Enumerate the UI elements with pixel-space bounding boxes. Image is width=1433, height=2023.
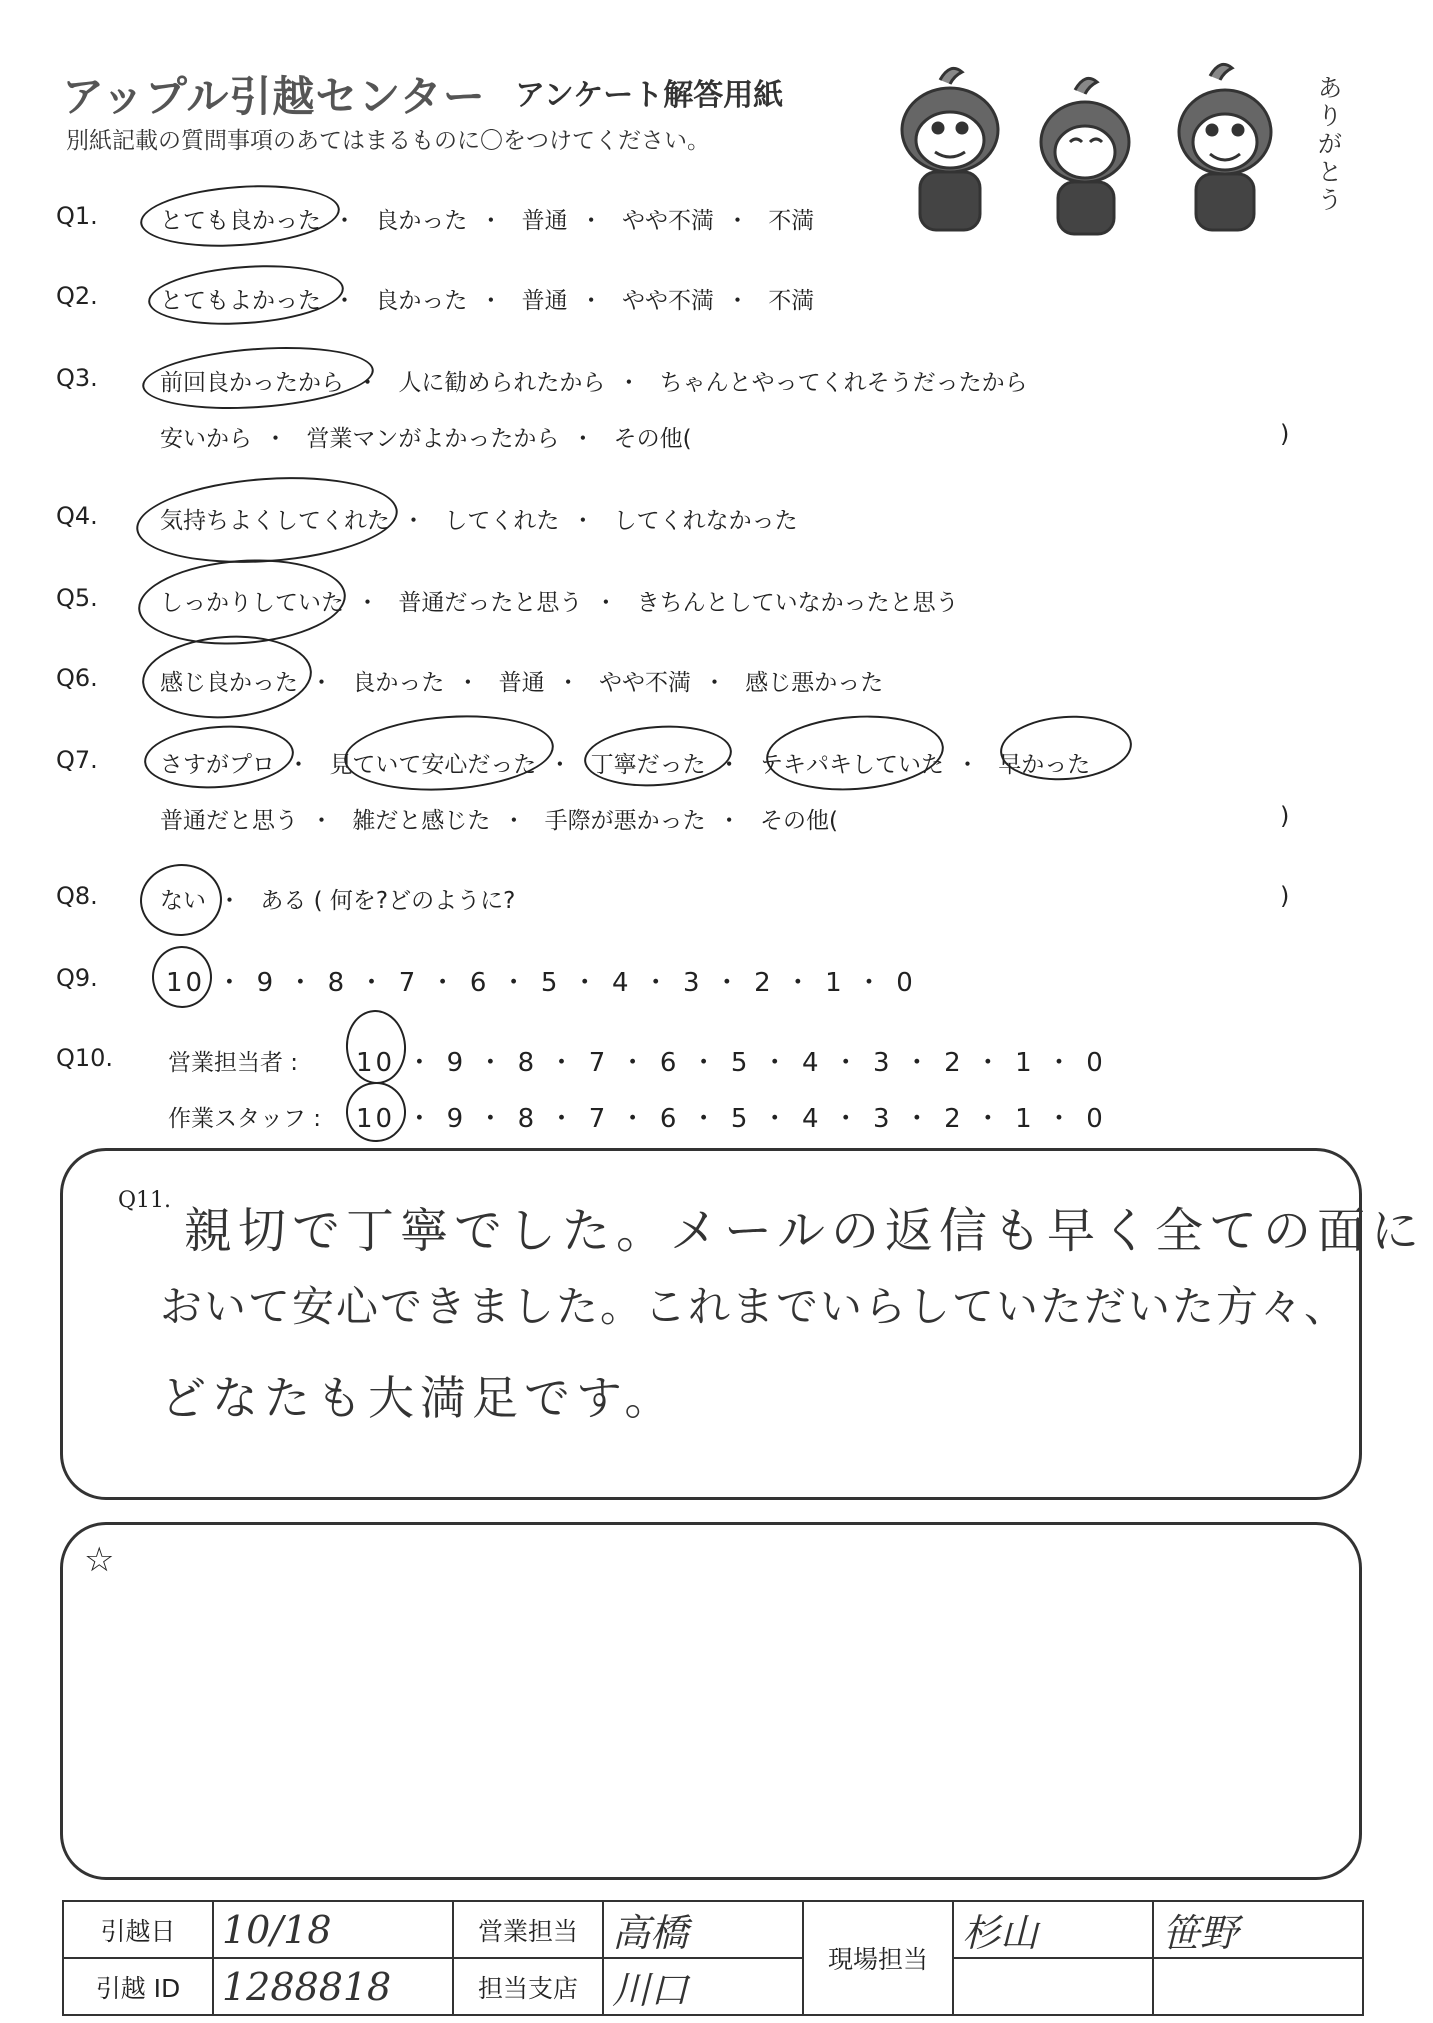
instruction-text: 別紙記載の質問事項のあてはまるものに〇をつけてください。	[66, 128, 710, 154]
q2-option[interactable]: とてもよかった	[160, 288, 321, 314]
q4-option[interactable]: 気持ちよくしてくれた	[160, 508, 390, 534]
q4-option[interactable]: してくれた	[444, 508, 560, 534]
move-date-label: 引越日	[63, 1901, 213, 1958]
monkey-mascot-right	[1179, 64, 1271, 230]
q7-options: さすがプロ ・ 見ていて安心だった ・ 丁寧だった ・ テキパキしていた ・ 早かった	[160, 746, 1090, 779]
q3-option[interactable]: ちゃんとやってくれそうだったから	[659, 370, 1028, 396]
q1-label: Q1.	[56, 202, 98, 230]
q10-staff-label: 作業スタッフ :	[168, 1106, 322, 1132]
q7-option[interactable]: その他(	[759, 808, 838, 834]
q11-comment-line: 親切で丁寧でした。メールの返信も早く全ての面に	[184, 1203, 1426, 1259]
q2-options: とてもよかった ・ 良かった ・ 普通 ・ やや不満 ・ 不満	[160, 282, 814, 315]
q7-option[interactable]: 早かった	[998, 752, 1091, 778]
q2-label: Q2.	[56, 282, 98, 310]
monkey-mascot-left	[902, 68, 998, 230]
q3-option[interactable]: 人に勧められたから	[398, 370, 606, 396]
q3-option[interactable]: その他(	[613, 426, 692, 452]
q5-options: しっかりしていた ・ 普通だったと思う ・ きちんとしていなかったと思う	[160, 584, 959, 617]
free-comment-box	[60, 1522, 1362, 1880]
q10-staff-scale[interactable]: 10 ・ 9 ・ 8 ・ 7 ・ 6 ・ 5 ・ 4 ・ 3 ・ 2 ・ 1 ・ 0	[356, 1104, 1106, 1134]
site-staff-label: 現場担当	[803, 1901, 953, 2015]
q6-option[interactable]: 感じ悪かった	[745, 670, 884, 696]
q7-option[interactable]: 雑だと感じた	[352, 808, 491, 834]
q7-option[interactable]: 丁寧だった	[590, 752, 706, 778]
q7-option[interactable]: 普通だと思う	[160, 808, 298, 834]
q6-option[interactable]: 普通	[498, 670, 545, 696]
move-info-table	[62, 1900, 1364, 2016]
q7-option[interactable]: さすがプロ	[160, 752, 275, 778]
q7-option[interactable]: テキパキしていた	[759, 752, 944, 778]
move-id-value: 1288818	[222, 1964, 392, 2009]
q9-label: Q9.	[56, 964, 98, 992]
monkey-mascot-middle	[1041, 78, 1129, 234]
q5-option[interactable]: しっかりしていた	[160, 590, 344, 616]
q7-option[interactable]: 手際が悪かった	[544, 808, 706, 834]
q11-label: Q11.	[118, 1188, 172, 1213]
q1-option[interactable]: 普通	[521, 208, 568, 234]
q1-options: とても良かった ・ 良かった ・ 普通 ・ やや不満 ・ 不満	[160, 202, 814, 235]
q7-label: Q7.	[56, 746, 98, 774]
q3-options: 前回良かったから ・ 人に勧められたから ・ ちゃんとやってくれそうだったから	[160, 364, 1028, 397]
branch-label: 担当支店	[453, 1958, 603, 2015]
q6-option[interactable]: やや不満	[598, 670, 691, 696]
q10-label: Q10.	[56, 1044, 114, 1072]
site-staff-empty-cell	[953, 1958, 1153, 2015]
q3-other-close-paren: )	[1280, 420, 1290, 448]
q2-option[interactable]: やや不満	[621, 288, 714, 314]
q4-options: 気持ちよくしてくれた ・ してくれた ・ してくれなかった	[160, 502, 798, 535]
q11-comment-line: どなたも大満足です。	[160, 1371, 677, 1425]
branch-value: 川口	[612, 1968, 689, 2012]
q5-label: Q5.	[56, 584, 98, 612]
q1-option[interactable]: やや不満	[621, 208, 714, 234]
sales-label: 営業担当	[453, 1901, 603, 1958]
site-staff-1-value: 杉山	[962, 1911, 1039, 1955]
q3-option[interactable]: 安いから	[160, 426, 252, 452]
q8-label: Q8.	[56, 882, 98, 910]
q3-option[interactable]: 前回良かったから	[160, 370, 344, 396]
q1-option[interactable]: 良かった	[375, 208, 468, 234]
q9-scale[interactable]: 10 ・ 9 ・ 8 ・ 7 ・ 6 ・ 5 ・ 4 ・ 3 ・ 2 ・ 1 ・ 0	[166, 968, 916, 998]
q1-option[interactable]: 不満	[768, 208, 815, 234]
q8-option[interactable]: ない	[160, 888, 206, 914]
company-title: アップル引越センター	[62, 72, 486, 121]
q3-label: Q3.	[56, 364, 98, 392]
q6-option[interactable]: 良かった	[352, 670, 445, 696]
q6-option[interactable]: 感じ良かった	[160, 670, 298, 696]
site-staff-2-value: 笹野	[1162, 1911, 1239, 1955]
q7-options-row2: 普通だと思う ・ 雑だと感じた ・ 手際が悪かった ・ その他(	[160, 802, 838, 835]
q7-option[interactable]: 見ていて安心だった	[329, 752, 537, 778]
q8-options: ない ・ ある ( 何を?どのように?	[160, 882, 515, 915]
q1-option[interactable]: とても良かった	[160, 208, 321, 234]
monkey-mascots-illustration	[880, 60, 1360, 250]
q6-label: Q6.	[56, 664, 98, 692]
star-icon: ☆	[84, 1540, 115, 1580]
q4-label: Q4.	[56, 502, 98, 530]
q11-comment-line: おいて安心できました。これまでいらしていただいた方々、	[160, 1282, 1349, 1331]
move-id-label: 引越 ID	[63, 1958, 213, 2015]
q4-option[interactable]: してくれなかった	[613, 508, 798, 534]
q3-option[interactable]: 営業マンがよかったから	[306, 426, 560, 452]
site-staff-empty-cell	[1153, 1958, 1363, 2015]
q6-options: 感じ良かった ・ 良かった ・ 普通 ・ やや不満 ・ 感じ悪かった	[160, 664, 883, 697]
move-date-value: 10/18	[222, 1907, 332, 1952]
form-subtitle: アンケート解答用紙	[515, 78, 784, 113]
sales-value: 高橋	[612, 1911, 689, 1955]
q10-sales-scale[interactable]: 10 ・ 9 ・ 8 ・ 7 ・ 6 ・ 5 ・ 4 ・ 3 ・ 2 ・ 1 ・ 0	[356, 1048, 1106, 1078]
q10-sales-label: 営業担当者 :	[168, 1050, 299, 1076]
q3-options-row2: 安いから ・ 営業マンがよかったから ・ その他(	[160, 420, 692, 453]
q2-option[interactable]: 普通	[521, 288, 568, 314]
q5-option[interactable]: きちんとしていなかったと思う	[636, 590, 959, 616]
q8-option[interactable]: ある ( 何を?どのように?	[260, 888, 516, 914]
mascot-thanks-text: ありがとう	[1318, 74, 1342, 214]
q8-close-paren: )	[1280, 882, 1290, 910]
q5-option[interactable]: 普通だったと思う	[398, 590, 583, 616]
q2-option[interactable]: 不満	[768, 288, 815, 314]
q2-option[interactable]: 良かった	[375, 288, 468, 314]
q7-other-close-paren: )	[1280, 802, 1290, 830]
